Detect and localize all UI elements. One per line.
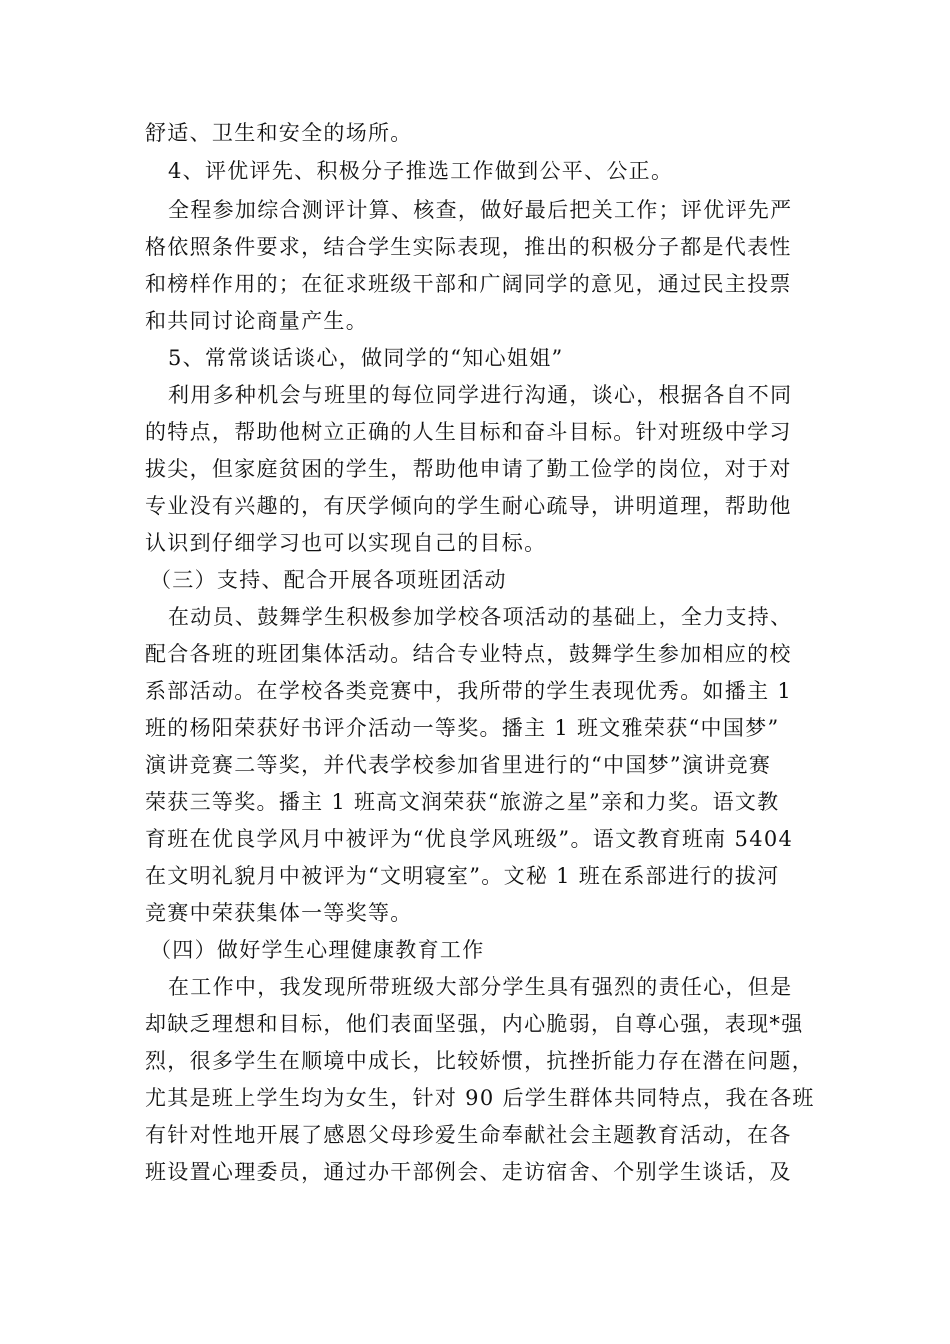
text-line: 全程参加综合测评计算、核查，做好最后把关工作；评优评先严 <box>168 198 793 222</box>
text-line: 专业没有兴趣的，有厌学倾向的学生耐心疏导，讲明道理，帮助他 <box>145 494 792 518</box>
text-line: 荣获三等奖。播主 1 班高文润荣获“旅游之星”亲和力奖。语文教 <box>145 790 780 814</box>
text-line: 竞赛中荣获集体一等奖等。 <box>145 901 413 925</box>
text-line: 利用多种机会与班里的每位同学进行沟通，谈心，根据各自不同 <box>168 383 793 407</box>
text-line: 在动员、鼓舞学生积极参加学校各项活动的基础上，全力支持、 <box>168 605 793 629</box>
list-item-heading: 4、评优评先、积极分子推选工作做到公平、公正。 <box>168 159 674 183</box>
text-line: 育班在优良学风月中被评为“优良学风班级”。语文教育班南 5404 <box>145 827 794 851</box>
text-line: 尤其是班上学生均为女生，针对 90 后学生群体共同特点，我在各班 <box>145 1086 815 1110</box>
text-line: 认识到仔细学习也可以实现自己的目标。 <box>145 531 547 555</box>
section-heading: （四）做好学生心理健康教育工作 <box>150 938 485 962</box>
text-line: 在文明礼貌月中被评为“文明寝室”。文秘 1 班在系部进行的拔河 <box>145 864 780 888</box>
text-line: 却缺乏理想和目标，他们表面坚强，内心脆弱，自尊心强，表现*强 <box>145 1012 804 1036</box>
text-line: 有针对性地开展了感恩父母珍爱生命奉献社会主题教育活动，在各 <box>145 1123 792 1147</box>
text-line: 的特点，帮助他树立正确的人生目标和奋斗目标。针对班级中学习 <box>145 420 792 444</box>
text-line: 演讲竞赛二等奖，并代表学校参加省里进行的“中国梦”演讲竞赛 <box>145 753 772 777</box>
text-line: 系部活动。在学校各类竞赛中，我所带的学生表现优秀。如播主 1 <box>145 679 793 703</box>
text-line: 和榜样作用的；在征求班级干部和广阔同学的意见，通过民主投票 <box>145 272 792 296</box>
text-line: 班的杨阳荣获好书评介活动一等奖。播主 1 班文雅荣获“中国梦” <box>145 716 780 740</box>
text-line: 和共同讨论商量产生。 <box>145 309 368 333</box>
text-line: 格依照条件要求，结合学生实际表现，推出的积极分子都是代表性 <box>145 235 792 259</box>
text-line: 烈，很多学生在顺境中成长，比较娇惯，抗挫折能力存在潜在问题， <box>145 1049 814 1073</box>
text-line: 在工作中，我发现所带班级大部分学生具有强烈的责任心，但是 <box>168 975 793 999</box>
text-line: 班设置心理委员，通过办干部例会、走访宿舍、个别学生谈话，及 <box>145 1160 792 1184</box>
list-item-heading: 5、常常谈话谈心，做同学的“知心姐姐” <box>168 346 564 370</box>
text-line: 舒适、卫生和安全的场所。 <box>145 121 413 145</box>
text-line: 配合各班的班团集体活动。结合专业特点，鼓舞学生参加相应的校 <box>145 642 792 666</box>
section-heading: （三）支持、配合开展各项班团活动 <box>150 568 507 592</box>
text-line: 拔尖，但家庭贫困的学生，帮助他申请了勤工俭学的岗位，对于对 <box>145 457 792 481</box>
